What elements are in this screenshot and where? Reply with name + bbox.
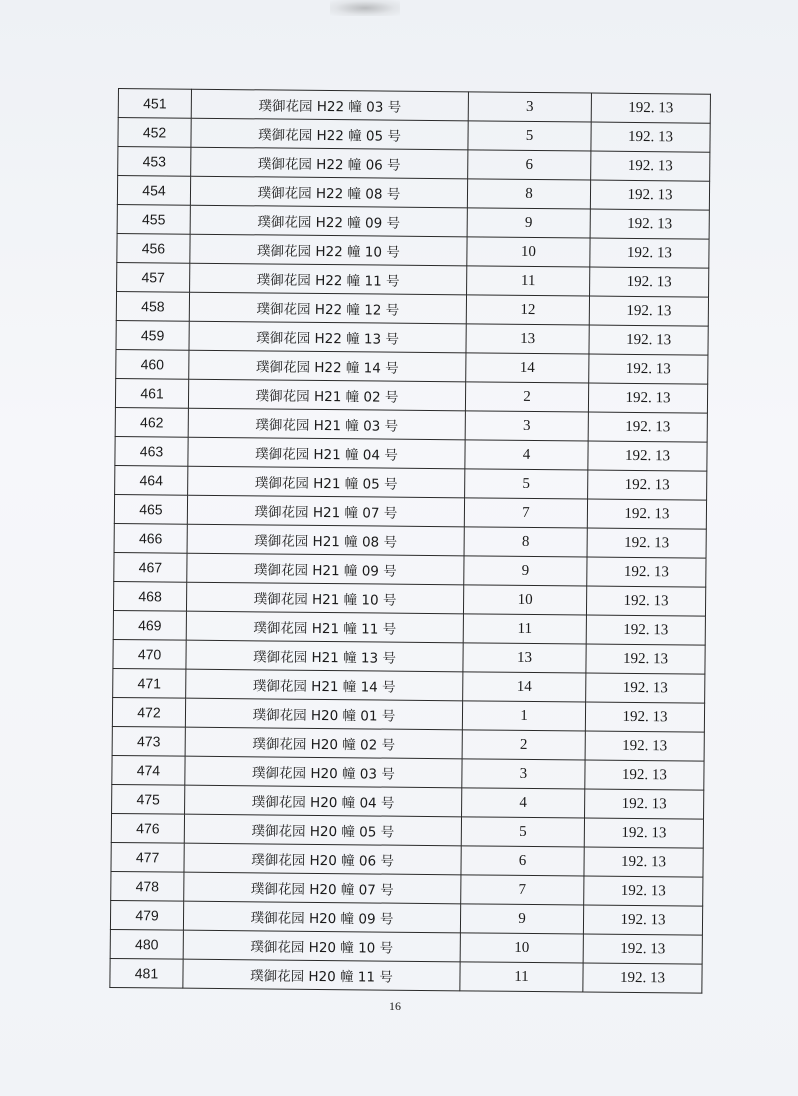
area-cell: 192. 13 — [585, 789, 704, 819]
property-name-cell: 璞御花园 H22 幢 12 号 — [189, 292, 466, 324]
property-name-cell: 璞御花园 H21 幢 03 号 — [188, 408, 465, 440]
property-name-cell: 璞御花园 H20 幢 09 号 — [183, 901, 460, 933]
property-name-cell: 璞御花园 H21 幢 05 号 — [188, 466, 465, 498]
property-name-cell: 璞御花园 H22 幢 13 号 — [189, 321, 466, 353]
area-cell: 192. 13 — [583, 934, 702, 964]
row-number-cell: 478 — [111, 871, 184, 901]
unit-number-cell: 13 — [466, 324, 589, 354]
area-cell: 192. 13 — [591, 93, 710, 123]
unit-number-cell: 5 — [465, 469, 588, 499]
property-table — [109, 88, 711, 994]
table-row — [110, 958, 702, 993]
property-name-cell: 璞御花园 H22 幢 06 号 — [191, 147, 468, 179]
unit-number-cell: 6 — [461, 846, 584, 876]
area-cell: 192. 13 — [591, 122, 710, 152]
property-name-cell: 璞御花园 H22 幢 08 号 — [190, 176, 467, 208]
row-number-cell: 476 — [111, 813, 184, 843]
unit-number-cell: 9 — [464, 556, 587, 586]
area-cell: 192. 13 — [585, 760, 704, 790]
area-cell: 192. 13 — [586, 644, 705, 674]
property-name-cell: 璞御花园 H21 幢 08 号 — [187, 524, 464, 556]
area-cell: 192. 13 — [591, 151, 710, 181]
property-name-cell: 璞御花园 H22 幢 11 号 — [190, 263, 467, 295]
unit-number-cell: 5 — [461, 817, 584, 847]
unit-number-cell: 9 — [460, 904, 583, 934]
area-cell: 192. 13 — [587, 528, 706, 558]
area-cell: 192. 13 — [589, 325, 708, 355]
row-number-cell: 479 — [110, 900, 183, 930]
unit-number-cell: 8 — [467, 179, 590, 209]
unit-number-cell: 12 — [466, 295, 589, 325]
area-cell: 192. 13 — [589, 354, 708, 384]
unit-number-cell: 3 — [465, 411, 588, 441]
property-name-cell: 璞御花园 H21 幢 07 号 — [187, 495, 464, 527]
row-number-cell: 470 — [113, 639, 186, 669]
area-cell: 192. 13 — [585, 731, 704, 761]
area-cell: 192. 13 — [587, 499, 706, 529]
property-name-cell: 璞御花园 H20 幢 05 号 — [184, 814, 461, 846]
property-name-cell: 璞御花园 H21 幢 13 号 — [186, 640, 463, 672]
row-number-cell: 462 — [115, 407, 188, 437]
property-name-cell: 璞御花园 H21 幢 02 号 — [188, 379, 465, 411]
area-cell: 192. 13 — [584, 876, 703, 906]
unit-number-cell: 2 — [462, 730, 585, 760]
area-cell: 192. 13 — [588, 441, 707, 471]
area-cell: 192. 13 — [589, 296, 708, 326]
row-number-cell: 452 — [118, 118, 191, 148]
row-number-cell: 457 — [117, 262, 190, 292]
property-name-cell: 璞御花园 H21 幢 14 号 — [186, 669, 463, 701]
area-cell: 192. 13 — [590, 238, 709, 268]
row-number-cell: 466 — [114, 523, 187, 553]
row-number-cell: 451 — [118, 89, 191, 119]
stamp-smudge — [330, 0, 400, 16]
property-name-cell: 璞御花园 H22 幢 10 号 — [190, 234, 467, 266]
row-number-cell: 455 — [117, 204, 190, 234]
unit-number-cell: 3 — [468, 92, 591, 122]
area-cell: 192. 13 — [588, 470, 707, 500]
property-name-cell: 璞御花园 H21 幢 09 号 — [187, 553, 464, 585]
row-number-cell: 475 — [112, 784, 185, 814]
unit-number-cell: 1 — [462, 701, 585, 731]
row-number-cell: 480 — [110, 929, 183, 959]
property-name-cell: 璞御花园 H20 幢 04 号 — [185, 785, 462, 817]
property-name-cell: 璞御花园 H20 幢 10 号 — [183, 930, 460, 962]
row-number-cell: 456 — [117, 233, 190, 263]
row-number-cell: 454 — [117, 176, 190, 206]
area-cell: 192. 13 — [584, 818, 703, 848]
row-number-cell: 453 — [118, 147, 191, 177]
property-name-cell: 璞御花园 H20 幢 11 号 — [183, 959, 460, 991]
property-name-cell: 璞御花园 H22 幢 14 号 — [189, 350, 466, 382]
row-number-cell: 465 — [114, 494, 187, 524]
area-cell: 192. 13 — [588, 412, 707, 442]
unit-number-cell: 10 — [460, 933, 583, 963]
property-name-cell: 璞御花园 H21 幢 10 号 — [186, 582, 463, 614]
area-cell: 192. 13 — [587, 557, 706, 587]
unit-number-cell: 11 — [463, 614, 586, 644]
unit-number-cell: 3 — [462, 759, 585, 789]
row-number-cell: 471 — [113, 668, 186, 698]
property-name-cell: 璞御花园 H20 幢 02 号 — [185, 727, 462, 759]
unit-number-cell: 7 — [464, 498, 587, 528]
unit-number-cell: 14 — [463, 672, 586, 702]
property-name-cell: 璞御花园 H22 幢 03 号 — [191, 89, 468, 121]
area-cell: 192. 13 — [583, 905, 702, 935]
property-name-cell: 璞御花园 H21 幢 11 号 — [186, 611, 463, 643]
row-number-cell: 463 — [115, 436, 188, 466]
table-body — [110, 89, 711, 994]
row-number-cell: 481 — [110, 958, 183, 988]
property-name-cell: 璞御花园 H21 幢 04 号 — [188, 437, 465, 469]
row-number-cell: 467 — [114, 552, 187, 582]
row-number-cell: 464 — [115, 465, 188, 495]
area-cell: 192. 13 — [583, 963, 702, 993]
unit-number-cell: 11 — [460, 962, 583, 992]
row-number-cell: 477 — [111, 842, 184, 872]
property-name-cell: 璞御花园 H22 幢 09 号 — [190, 205, 467, 237]
row-number-cell: 473 — [112, 726, 185, 756]
row-number-cell: 469 — [113, 610, 186, 640]
row-number-cell: 459 — [116, 320, 189, 350]
area-cell: 192. 13 — [590, 209, 709, 239]
unit-number-cell: 9 — [467, 208, 590, 238]
area-cell: 192. 13 — [584, 847, 703, 877]
property-name-cell: 璞御花园 H20 幢 06 号 — [184, 843, 461, 875]
unit-number-cell: 6 — [468, 150, 591, 180]
area-cell: 192. 13 — [588, 383, 707, 413]
area-cell: 192. 13 — [586, 586, 705, 616]
area-cell: 192. 13 — [586, 673, 705, 703]
unit-number-cell: 5 — [468, 121, 591, 151]
row-number-cell: 474 — [112, 755, 185, 785]
unit-number-cell: 13 — [463, 643, 586, 673]
unit-number-cell: 7 — [461, 875, 584, 905]
unit-number-cell: 10 — [467, 237, 590, 267]
row-number-cell: 461 — [115, 378, 188, 408]
unit-number-cell: 2 — [465, 382, 588, 412]
area-cell: 192. 13 — [585, 702, 704, 732]
unit-number-cell: 4 — [462, 788, 585, 818]
row-number-cell: 472 — [112, 697, 185, 727]
area-cell: 192. 13 — [586, 615, 705, 645]
unit-number-cell: 8 — [464, 527, 587, 557]
unit-number-cell: 4 — [465, 440, 588, 470]
row-number-cell: 468 — [113, 581, 186, 611]
page-number: 16 — [389, 999, 401, 1013]
unit-number-cell: 10 — [463, 585, 586, 615]
unit-number-cell: 14 — [466, 353, 589, 383]
area-cell: 192. 13 — [590, 267, 709, 297]
property-name-cell: 璞御花园 H22 幢 05 号 — [191, 118, 468, 150]
row-number-cell: 458 — [116, 291, 189, 321]
property-name-cell: 璞御花园 H20 幢 01 号 — [185, 698, 462, 730]
property-name-cell: 璞御花园 H20 幢 03 号 — [185, 756, 462, 788]
row-number-cell: 460 — [116, 349, 189, 379]
property-name-cell: 璞御花园 H20 幢 07 号 — [184, 872, 461, 904]
unit-number-cell: 11 — [467, 266, 590, 296]
area-cell: 192. 13 — [590, 180, 709, 210]
